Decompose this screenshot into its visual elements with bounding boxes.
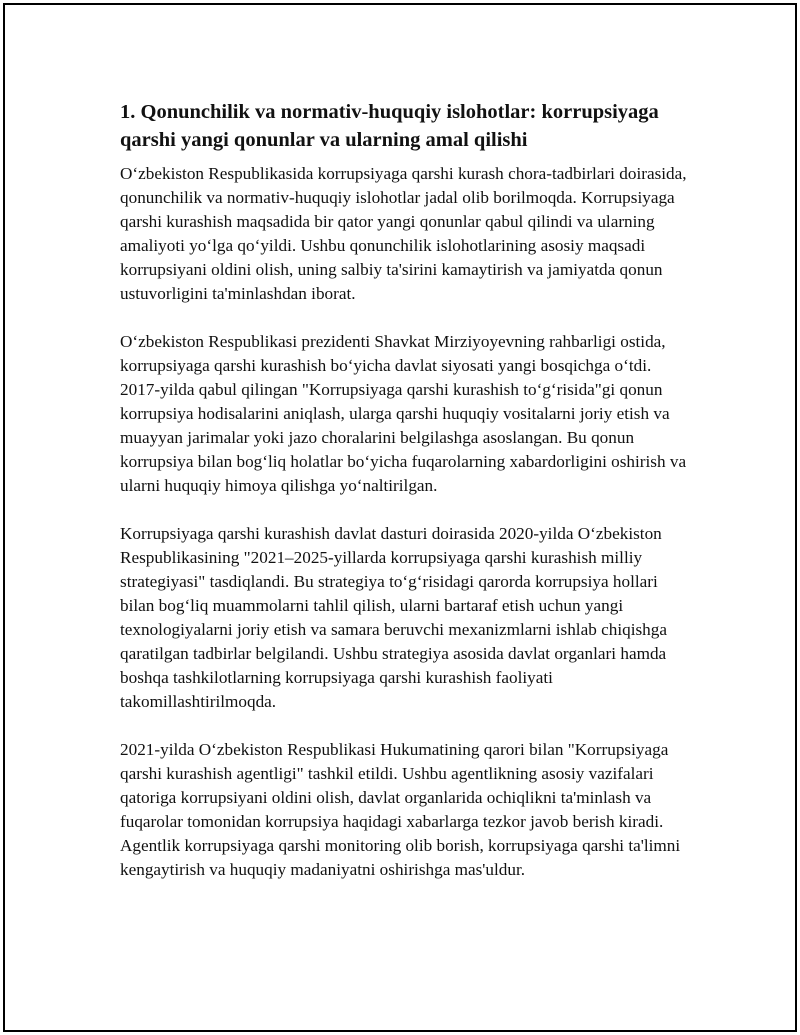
document-page — [3, 3, 797, 1032]
paragraph-2: O‘zbekiston Respublikasi prezidenti Shavkat Mirziyoyevning rahbarligi ostida, korrupsiyaga qarshi kurashish bo‘yicha davlat siyosati yangi bosqichga o‘tdi. 2017-yilda qabul qilingan "Korrupsiyaga qarshi kurashish to‘g‘risida"gi qonun korrupsiya hodisalarini aniqlash, ularga qarshi huquqiy vositalarni joriy etish va muayyan jarimalar yoki jazo choralarini belgilashga asoslangan. Bu qonun korrupsiya bilan bog‘liq holatlar bo‘yicha fuqarolarning xabardorligini oshirish va ularni huquqiy himoya qilishga yo‘naltirilgan. — [120, 332, 687, 495]
section-heading: 1. Qonunchilik va normativ-huquqiy islohotlar: korrupsiyaga qarshi yangi qonunlar va ularning amal qilishi — [120, 101, 659, 151]
paragraph-3: Korrupsiyaga qarshi kurashish davlat dasturi doirasida 2020-yilda O‘zbekiston Respublikasining "2021–2025-yillarda korrupsiyaga qarshi kurashish milliy strategiyasi" tasdiqlandi. Bu strategiya to‘g‘risidagi qarorda korrupsiya hollari bilan bog‘liq muammolarni tahlil qilish, ularni bartaraf etish uchun yangi texnologiyalarni joriy etish va samara beruvchi mexanizmlarni ishlab chiqishga qaratilgan tadbirlar belgilandi. Ushbu strategiya asosida davlat organlari hamda boshqa tashkilotlarning korrupsiyaga qarshi kurashish faoliyati takomillashtirilmoqda. — [120, 524, 667, 711]
document-body — [120, 98, 690, 906]
paragraph-4: 2021-yilda O‘zbekiston Respublikasi Hukumatining qarori bilan "Korrupsiyaga qarshi kurashish agentligi" tashkil etildi. Ushbu agentlikning asosiy vazifalari qatoriga korrupsiyani oldini olish, davlat organlarida ochiqlikni ta'minlash va fuqarolar tomonidan korrupsiya haqidagi xabarlarga tezkor javob berish kiradi. Agentlik korrupsiyaga qarshi monitoring olib borish, korrupsiyaga qarshi ta'limni kengaytirish va huquqiy madaniyatni oshirishga mas'uldur. — [120, 740, 681, 879]
paragraph-1: O‘zbekiston Respublikasida korrupsiyaga qarshi kurash chora-tadbirlari doirasida, qonunchilik va normativ-huquqiy islohotlar jadal olib borilmoqda. Korrupsiyaga qarshi kurashish maqsadida bir qator yangi qonunlar qabul qilindi va ularning amaliyoti yo‘lga qo‘yildi. Ushbu qonunchilik islohotlarining asosiy maqsadi korrupsiyani oldini olish, uning salbiy ta'sirini kamaytirish va jamiyatda qonun ustuvorligini ta'minlashdan iborat. — [120, 164, 687, 303]
